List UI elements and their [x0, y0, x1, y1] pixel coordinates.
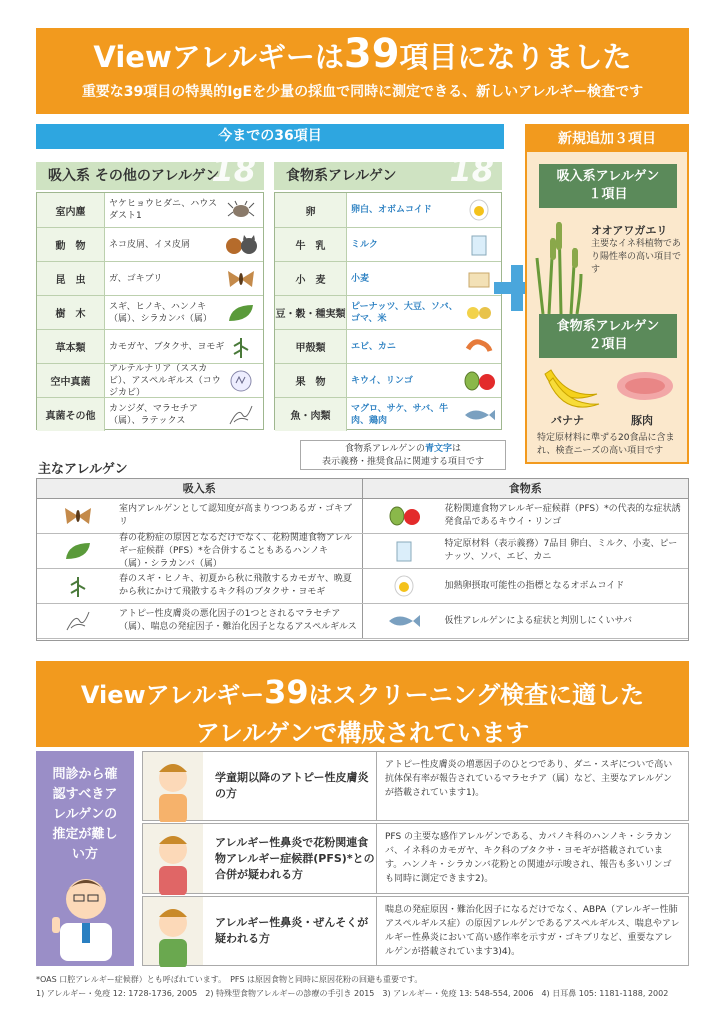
group-items: ヤケヒョウヒダニ、ハウスダスト1 — [109, 199, 218, 221]
group-row — [275, 329, 501, 363]
group-row — [275, 363, 501, 397]
fruit-icon — [463, 370, 495, 392]
group-category: 空中真菌 — [37, 364, 105, 397]
patient-avatar-icon — [143, 752, 203, 820]
subheadline: 重要な39項目の特異的IgEを少量の採血で同時に測定できる、新しいアレルギー検査です — [81, 84, 644, 100]
headline: Viewアレルギーは39項目になりました — [93, 31, 632, 77]
wheat-icon — [463, 268, 495, 290]
new-food-header: 食物系アレルゲン ２項目 — [539, 314, 677, 358]
timothy-name: オオアワガエリ — [591, 224, 668, 237]
group-row — [37, 363, 263, 397]
group-row — [37, 261, 263, 295]
banana-label: バナナ — [551, 414, 584, 427]
fish-icon — [463, 404, 495, 426]
group-category: 室内塵 — [37, 193, 105, 227]
footnote-2: 1) アレルギー・免疫 12: 1728-1736, 2005 2) 特殊型食物アレルギーの診療の手引き 2015 3) アレルギー・免疫 13: 548-554, 2006 4) 日耳鼻 105: 1181-1188, 2002 — [36, 989, 669, 998]
inhal-header: 吸入系 その他のアレルゲン 18 — [36, 162, 264, 190]
group-items: 卵白、オボムコイド — [351, 205, 432, 215]
blue-text-note: 食物系アレルゲンの青文字は 表示義務・推奨食品に関連する項目です — [300, 440, 506, 470]
main-inhal-text: 春の花粉症の原因となるだけでなく、花粉関連食物アレルギー症候群（PFS）*を合併することもあるハンノキ（属）・シラカンバ（属） — [119, 532, 353, 569]
group-items: ピーナッツ、大豆、ソバ、ゴマ、米 — [351, 301, 458, 324]
group-row — [37, 329, 263, 363]
mold-icon — [225, 370, 257, 392]
main-food-text: 加熱卵摂取可能性の指標となるオボムコイド — [444, 580, 625, 591]
group-category: 卵 — [275, 193, 347, 227]
group-row — [275, 295, 501, 329]
group-category: 果 物 — [275, 364, 347, 397]
group-category: 甲殻類 — [275, 330, 347, 363]
group-category: 草本類 — [37, 330, 105, 363]
dog-cat-icon — [225, 234, 257, 256]
new-items-title: 新規追加３項目 — [527, 126, 687, 152]
patient-desc: PFS の主要な感作アレルゲンである、カバノキ科のハンノキ・シラカンバ、イネ科のカモガヤ、キク科のブタクサ・ヨモギが搭載されています。ハンノキ・シラカンバ花粉との関連が示唆され、報告も多いリンゴも同時に測定できます2)。 — [385, 832, 672, 884]
food-header: 食物系アレルゲン 18 — [274, 162, 502, 190]
main-row — [37, 499, 688, 534]
group-row — [275, 227, 501, 261]
group-category: 動 物 — [37, 228, 105, 261]
main-food-text: 特定原材料（表示義務）7品目 卵白、ミルク、小麦、ピーナッツ、ソバ、エビ、カニ — [444, 539, 678, 562]
group-items: ネコ皮屑、イヌ皮屑 — [109, 239, 191, 250]
patient-who: アレルギー性鼻炎・ぜんそくが疑われる方 — [203, 897, 377, 965]
leaf-icon — [37, 541, 119, 561]
food-table — [274, 192, 502, 430]
group-items: キウイ、リンゴ — [351, 375, 413, 386]
group-category: 魚・肉類 — [275, 398, 347, 431]
main-row — [37, 534, 688, 569]
banana-icon — [541, 364, 601, 410]
group-items: 小麦 — [351, 273, 370, 284]
group-items: エビ、カニ — [351, 341, 396, 352]
patient-row — [142, 751, 689, 821]
group-row — [37, 193, 263, 227]
leaf-icon — [225, 302, 257, 324]
milk-icon — [363, 540, 445, 562]
patient-row — [142, 823, 689, 894]
patient-desc: 喘息の発症原因・難治化因子になるだけでなく、ABPA（アレルギー性肺アスペルギルス症）の原因アレルゲンであるアスペルギルス、喘息やアレルギー性鼻炎において高い感作率を示すガ・ゴキブリなど、重要なアレルゲンが搭載されています3)4)。 — [385, 905, 680, 957]
group-items: マグロ、サケ、サバ、牛肉、鶏肉 — [351, 403, 449, 426]
main-food-text: 花粉関連食物アレルギー症候群（PFS）*の代表的な症状誘発食品であるキウイ・リンゴ — [444, 504, 681, 527]
group-category: 昆 虫 — [37, 262, 105, 295]
group-items: カンジダ、マラセチア（属）、ラテックス — [109, 403, 198, 426]
group-row — [275, 261, 501, 295]
timothy-desc: 主要なイネ科植物であり陽性率の高い項目です — [591, 239, 682, 275]
patient-avatar-icon — [143, 897, 203, 965]
new-food-desc: 特定原材料に準ずる20食品に含まれ、検査ニーズの高い項目です — [537, 433, 675, 456]
moth-icon — [37, 506, 119, 526]
egg-icon — [363, 575, 445, 597]
main-inhal-text: 室内アレルゲンとして認知度が高まりつつあるガ・ゴキブリ — [119, 504, 353, 527]
patient-avatar-icon — [143, 824, 203, 893]
col-food: 食物系 — [508, 482, 542, 495]
fungus-icon — [225, 404, 257, 426]
inhal-table — [36, 192, 264, 430]
patient-desc: アトピー性皮膚炎の増悪因子のひとつであり、ダニ・スギについで高い抗体保有率が報告されているマラセチア（属）など、主要なアレルゲンが搭載されています1)。 — [385, 760, 673, 798]
top-banner — [36, 28, 689, 114]
milk-icon — [463, 234, 495, 256]
main-food-text: 仮性アレルゲンによる症状と判別しにくいサバ — [444, 615, 633, 626]
timothy-grass-icon — [535, 218, 583, 314]
main-allergens-table — [36, 478, 689, 641]
group-row — [275, 193, 501, 227]
main-row — [37, 569, 688, 604]
patient-who: 学童期以降のアトピー性皮膚炎の方 — [203, 752, 377, 820]
group-row — [275, 397, 501, 431]
col-inhal: 吸入系 — [37, 479, 363, 498]
pork-label: 豚肉 — [631, 414, 653, 427]
fruit-icon — [363, 506, 445, 526]
egg-icon — [463, 199, 495, 221]
section-36-header: 今までの36項目 — [36, 124, 504, 149]
new-items-box — [525, 124, 689, 464]
new-inhal-header: 吸入系アレルゲン １項目 — [539, 164, 677, 208]
main-row — [37, 604, 688, 639]
group-row — [37, 227, 263, 261]
footnote-1: *OAS 口腔アレルギー症候群）とも呼ばれています。 PFS は原因食物と同時に原因花粉の回避も重要です。 — [36, 975, 423, 984]
group-category: 牛 乳 — [275, 228, 347, 261]
group-row — [37, 295, 263, 329]
patient-row — [142, 896, 689, 966]
group-items: ミルク — [351, 239, 378, 250]
group-category: 小 麦 — [275, 262, 347, 295]
mid-banner: Viewアレルギー39はスクリーニング検査に適した アレルゲンで構成されています — [36, 661, 689, 747]
group-items: カモガヤ、ブタクサ、ヨモギ — [109, 341, 225, 352]
main-inhal-text: 春のスギ・ヒノキ、初夏から秋に飛散するカモガヤ、晩夏から秋にかけて飛散するキク科のブタクサ・ヨモギ — [119, 574, 352, 597]
group-category: 真菌その他 — [37, 398, 105, 431]
grass-icon — [37, 575, 119, 597]
doctor-icon — [48, 861, 124, 961]
nuts-icon — [463, 302, 495, 324]
shrimp-icon — [463, 336, 495, 358]
moth-icon — [225, 268, 257, 290]
main-allergens-title: 主なアレルゲン — [38, 462, 128, 477]
mite-icon — [225, 199, 257, 221]
group-category: 樹 木 — [37, 296, 105, 329]
fungus-icon — [37, 610, 119, 632]
group-category: 豆・穀・種実類 — [275, 296, 347, 329]
side-box — [36, 751, 134, 966]
patient-who: アレルギー性鼻炎で花粉関連食物アレルギー症候群(PFS)*との合併が疑われる方 — [203, 824, 377, 893]
group-items: スギ、ヒノキ、ハンノキ（属）、シラカンバ（属） — [109, 301, 212, 324]
group-row — [37, 397, 263, 431]
pork-icon — [615, 366, 677, 406]
grass-icon — [225, 336, 257, 358]
group-items: ガ、ゴキブリ — [109, 273, 163, 284]
side-text: 問診から確認すべきアレルゲンの推定が難しい方 — [52, 767, 118, 862]
fish-icon — [363, 612, 445, 630]
group-items: アルテルナリア（ススカビ）、アスペルギルス（コウジカビ） — [109, 363, 221, 398]
main-inhal-text: アトピー性皮膚炎の悪化因子の1つとされるマラセチア（属）、喘息の発症因子・難治化因子となるアスペルギルス — [119, 609, 357, 632]
